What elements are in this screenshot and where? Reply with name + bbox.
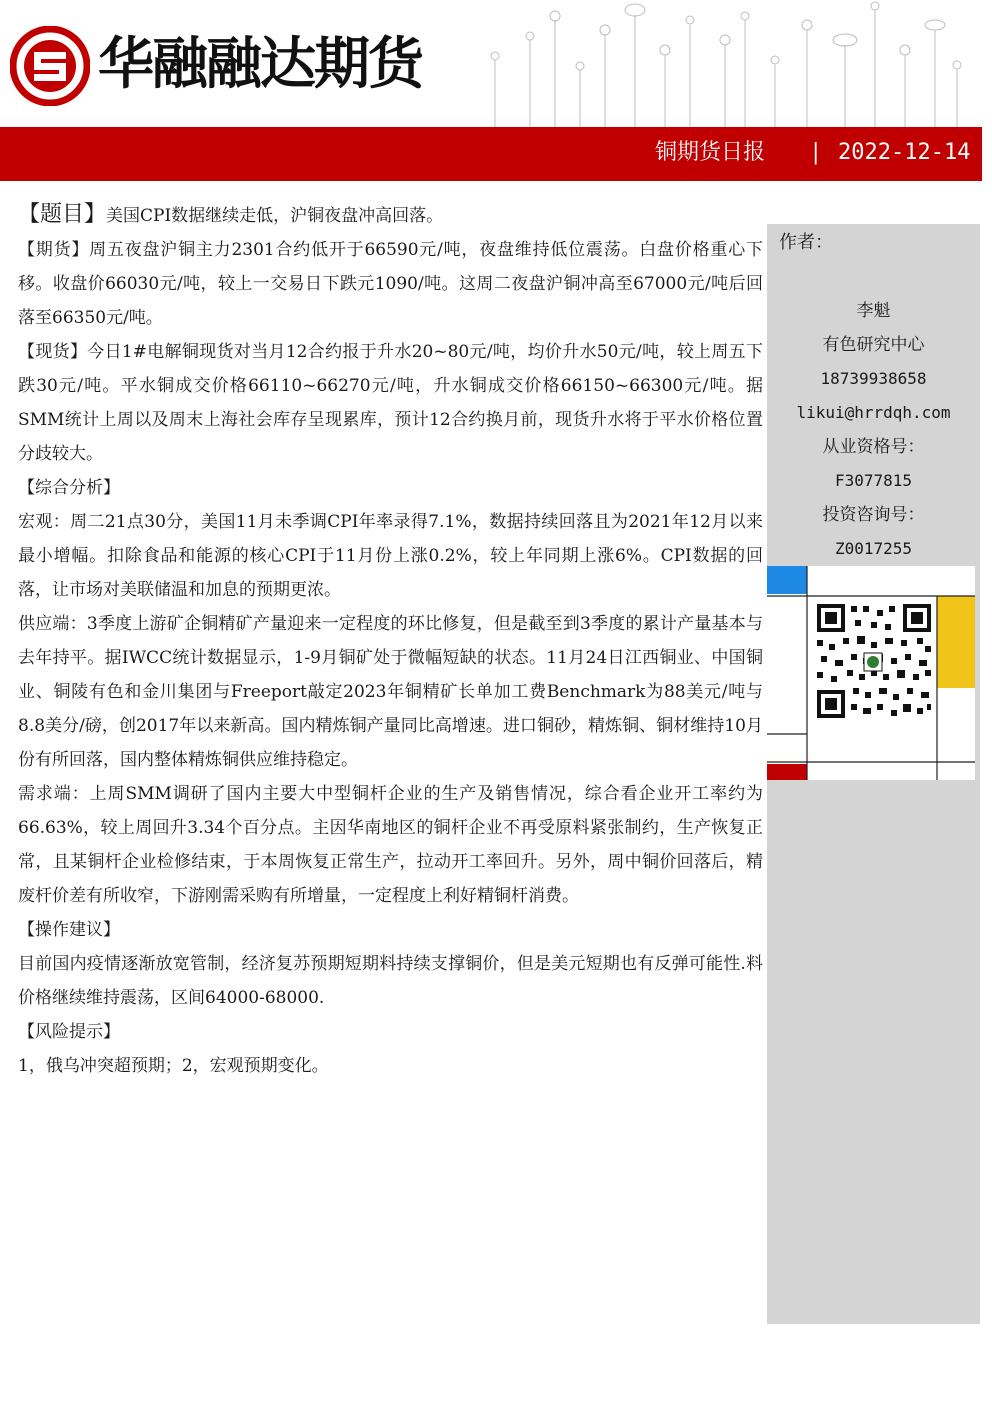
futures-section — [18, 233, 763, 335]
futures-text: 周五夜盘沪铜主力2301合约低开于66590元/吨，夜盘维持低位震荡。白盘价格重心下移。收盘价66030元/吨，较上一交易日下跌元1090/吨。这周二夜盘沪铜冲高至67000元/吨后回落至66350元/吨。 — [18, 240, 763, 328]
author-info — [767, 294, 980, 566]
header-band — [0, 127, 982, 181]
company-name: 华融融达期货 — [98, 32, 422, 97]
supply-paragraph: 供应端：3季度上游矿企铜精矿产量迎来一定程度的环比修复，但是截至到3季度的累计产量基本与去年持平。据IWCC统计数据显示，1-9月铜矿处于微幅短缺的状态。11月24日江西铜业、中国铜业、铜陵有色和金川集团与Freeport敲定2023年铜精矿长单加工费Benchmark为88美元/吨与8.8美分/磅，创2017年以来新高。国内精炼铜产量同比高增速。进口铜砂，精炼铜、铜材维持10月份有所回落，国内整体精炼铜供应维持稳定。 — [18, 614, 763, 770]
risk-paragraph: 1，俄乌冲突超预期；2，宏观预期变化。 — [18, 1056, 329, 1076]
spot-text: 今日1#电解铜现货对当月12合约报于升水20~80元/吨，均价升水50元/吨，较上周五下跌30元/吨。平水铜成交价格66110~66270元/吨，升水铜成交价格66150~66300元/吨。据SMM统计上周以及周末上海社会库存呈现累库，预计12合约换月前，现货升水将于平水价格位置分歧较大。 — [18, 342, 763, 464]
spot-section — [18, 335, 763, 471]
report-body — [18, 198, 763, 1083]
headline-label: 【题目】 — [18, 202, 107, 227]
report-date: 2022-12-14 — [838, 140, 971, 165]
author-email: likui@hrrdqh.com — [796, 403, 951, 422]
consulting-label: 投资咨询号： — [822, 505, 925, 525]
macro-paragraph: 宏观：周二21点30分，美国11月未季调CPI年率录得7.1%，数据持续回落且为2021年12月以来最小增幅。扣除食品和能源的核心CPI于11月份上涨0.2%，较上年同期上涨6%。CPI数据的回落，让市场对美联储温和加息的预期更浓。 — [18, 512, 763, 600]
author-sidebar — [767, 224, 980, 1324]
advice-heading: 【操作建议】 — [18, 920, 120, 940]
header-decoration — [435, 0, 965, 128]
headline — [18, 198, 763, 233]
author-label: 作者： — [779, 232, 833, 253]
advice-paragraph: 目前国内疫情逐渐放宽管制，经济复苏预期短期料持续支撑铜价，但是美元短期也有反弹可能性.料价格继续维持震荡，区间64000-68000. — [18, 954, 763, 1008]
consulting-number: Z0017255 — [834, 539, 913, 558]
qualification-label: 从业资格号： — [822, 437, 925, 457]
demand-paragraph: 需求端：上周SMM调研了国内主要大中型铜杆企业的生产及销售情况，综合看企业开工率约为66.63%，较上周回升3.34个百分点。主因华南地区的铜杆企业不再受原料紧张制约，生产恢复正常，且某铜杆企业检修结束，于本周恢复正常生产，拉动开工率回升。另外，周中铜价回落后，精废杆价差有所收窄，下游刚需采购有所增量，一定程度上利好精铜杆消费。 — [18, 784, 763, 906]
company-logo-icon — [10, 26, 90, 106]
qualification-number: F3077815 — [834, 471, 913, 490]
author-phone: 18739938658 — [820, 369, 927, 388]
spot-label: 【现货】 — [18, 342, 88, 362]
futures-label: 【期货】 — [18, 240, 90, 260]
report-title: 铜期货日报 — [655, 140, 766, 165]
risk-heading: 【风险提示】 — [18, 1022, 120, 1042]
analysis-heading: 【综合分析】 — [18, 478, 120, 498]
headline-text: 美国CPI数据继续走低，沪铜夜盘冲高回落。 — [106, 206, 444, 226]
author-department: 有色研究中心 — [822, 335, 925, 355]
author-name: 李魁 — [856, 301, 891, 321]
qr-code-icon — [767, 566, 975, 780]
title-separator: | — [812, 140, 820, 165]
